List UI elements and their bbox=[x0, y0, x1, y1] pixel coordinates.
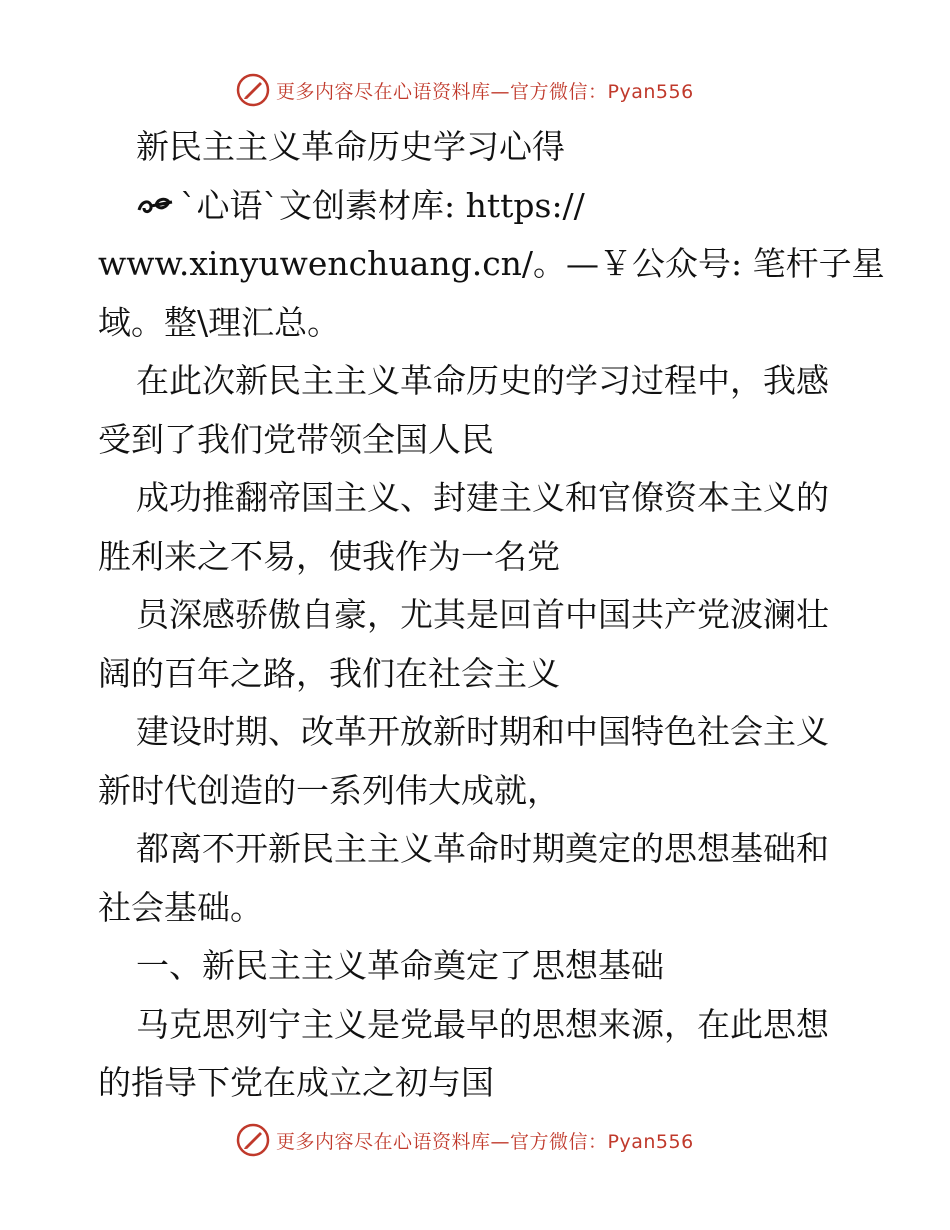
doc-line: 新时代创造的一系列伟大成就， bbox=[98, 770, 560, 810]
doc-line: 在此次新民主主义革命历史的学习过程中，我感 bbox=[136, 361, 829, 400]
doc-line: 建设时期、改革开放新时期和中国特色社会主义 bbox=[136, 712, 829, 751]
doc-line-text: `心语`文创素材库: https:// bbox=[180, 185, 585, 225]
footer-banner bbox=[236, 1122, 694, 1158]
logo-icon bbox=[236, 1123, 270, 1157]
doc-line: 阔的百年之路，我们在社会主义 bbox=[98, 653, 560, 693]
scroll-ornament-icon bbox=[136, 190, 176, 220]
doc-line: www.xinyuwenchuang.cn/。—￥公众号: 笔杆子星 bbox=[98, 244, 885, 283]
doc-line: 域。整\理汇总。 bbox=[98, 302, 341, 342]
doc-line: 马克思列宁主义是党最早的思想来源，在此思想 bbox=[136, 1004, 829, 1044]
section-heading: 一、新民主主义革命奠定了思想基础 bbox=[136, 946, 664, 985]
doc-line bbox=[98, 177, 858, 236]
document-body bbox=[98, 118, 885, 1113]
doc-line: 员深感骄傲自豪，尤其是回首中国共产党波澜壮 bbox=[136, 595, 829, 634]
header-banner-text: 更多内容尽在心语资料库—官方微信：Pyan556 bbox=[276, 80, 694, 103]
doc-line: 的指导下党在成立之初与国 bbox=[98, 1063, 494, 1102]
footer-banner-text: 更多内容尽在心语资料库—官方微信：Pyan556 bbox=[276, 1130, 694, 1153]
doc-line: 胜利来之不易，使我作为一名党 bbox=[98, 536, 560, 576]
logo-icon bbox=[236, 73, 270, 107]
doc-line: 都离不开新民主主义革命时期奠定的思想基础和 bbox=[136, 829, 829, 868]
doc-line: 成功推翻帝国主义、封建主义和官僚资本主义的 bbox=[136, 478, 829, 517]
doc-line: 社会基础。 bbox=[98, 887, 263, 927]
doc-title: 新民主主义革命历史学习心得 bbox=[136, 127, 565, 166]
doc-line: 受到了我们党带领全国人民 bbox=[98, 419, 494, 459]
header-banner bbox=[236, 72, 694, 108]
